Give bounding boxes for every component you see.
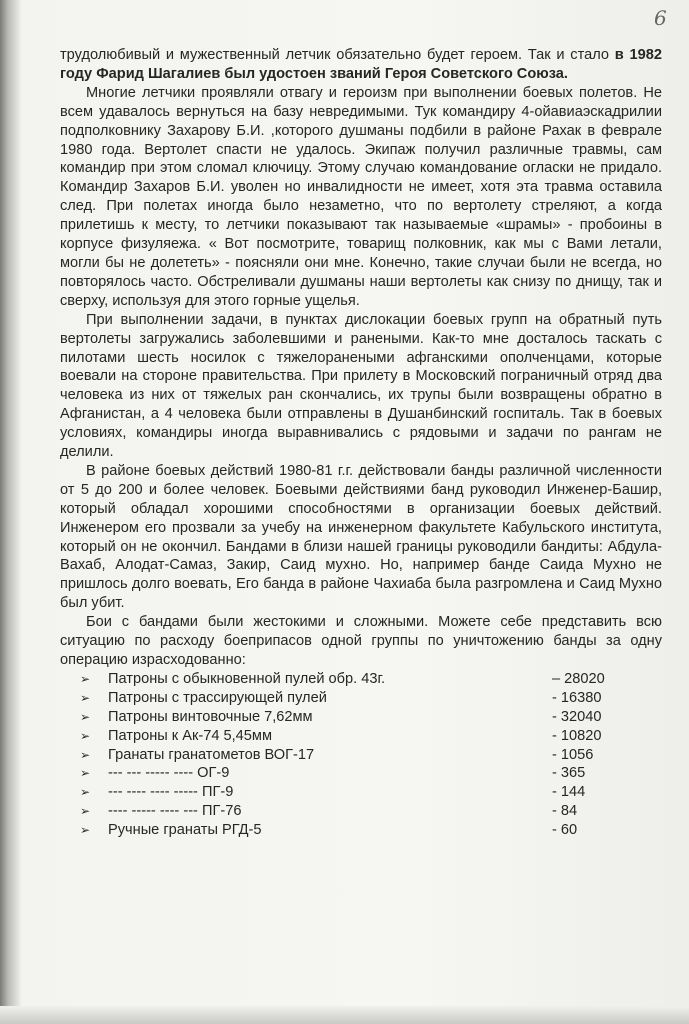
paragraph-intro-text: трудолюбивый и мужественный летчик обязательно будет героем. Так и стало (60, 47, 610, 63)
list-item-label: Ручные гранаты РГД-5 (108, 822, 262, 839)
list-item-label: Патроны с трассирующей пулей (108, 689, 327, 706)
list-item-quantity: - 1056 (552, 746, 594, 763)
list-item (80, 689, 662, 708)
list-item-label: Патроны к Ак-74 5,45мм (108, 727, 272, 744)
list-item-label: Патроны винтовочные 7,62мм (108, 708, 313, 725)
list-item-quantity: - 84 (552, 803, 578, 820)
arrow-bullet-icon: ➢ (80, 785, 91, 800)
ammunition-list (60, 670, 662, 840)
arrow-bullet-icon: ➢ (80, 747, 91, 762)
list-item (80, 783, 662, 802)
list-item-label: --- ---- ---- ----- ПГ-9 (108, 784, 234, 801)
list-item-label: ---- ----- ---- --- ПГ-76 (108, 803, 242, 820)
list-item-quantity: - 16380 (552, 689, 602, 706)
list-item-quantity: - 144 (552, 784, 586, 801)
list-item (80, 727, 662, 746)
list-item (80, 708, 662, 727)
arrow-bullet-icon: ➢ (80, 823, 91, 838)
list-item-quantity: - 60 (552, 822, 578, 839)
arrow-bullet-icon: ➢ (80, 728, 91, 743)
arrow-bullet-icon: ➢ (80, 671, 91, 686)
arrow-bullet-icon: ➢ (80, 709, 91, 724)
list-item (80, 764, 662, 783)
list-item (80, 670, 662, 689)
list-item-quantity: - 365 (552, 765, 586, 782)
list-item (80, 821, 662, 840)
list-item (80, 802, 662, 821)
paragraph: Многие летчики проявляли отвагу и героизм при выполнении боевых полетов. Не всем удавалось вернуться на базу невредимыми. Тук командиру 4-ойавиаэскадрилии подполковнику Захарову Б.И. ,которого душманы подбили в районе Рахак в феврале 1980 года. Вертолет спасти не удалось. Экипаж получил различные травмы, сам командир при этом сломал ключицу. Этому случаю командование огласки не придало. Командир Захаров Б.И. уволен но инвалидности не имеет, хотя эта травма оставила след. При полетах иногда было незаметно, что по вертолету стреляют, а когда прилетишь к месту, то летчики показывают так называемые «шрамы» - пробоины в корпусе физуляежа. « Вот посмотрите, товарищ полковник, как мы с Вами летали, могли бы не долететь» - поясняли они мне. Конечно, такие случаи были не всегда, но повторялось часто. Обстреливали душманы наши вертолеты как снизу по днищу, так и сверху, используя для этого горные ущелья. (60, 84, 662, 309)
arrow-bullet-icon: ➢ (80, 766, 91, 781)
paragraph: Бои с бандами были жестокими и сложными. Можете себе представить всю ситуацию по расходу боеприпасов одной группы по уничтожению банды за одну операцию израсходованно: (60, 614, 662, 668)
list-item-quantity: – 28020 (552, 670, 605, 687)
paragraph-intro (60, 46, 662, 84)
paragraph: При выполнении задачи, в пунктах дислокации боевых групп на обратный путь вертолеты загружались заболевшими и ранеными. Как-то мне досталось таскать с пилотами шесть носилок с тяжелоранеными афганскими ополченцами, которые воевали на стороне правительства. При прилету в Московский пограничный отряд два человека из них от тяжелых ран скончались, их трупы были возвращены обратно в Афганистан, а 4 человека были отправлены в Душанбинский госпиталь. Так в боевых условиях, командиры иногда выравнивались с рядовыми и задачи по рангам не делили. (60, 311, 662, 461)
arrow-bullet-icon: ➢ (80, 690, 91, 705)
list-item-label: --- --- ----- ---- ОГ-9 (108, 765, 230, 782)
page-bottom-shadow (0, 1006, 689, 1024)
list-item-label: Гранаты гранатометов ВОГ-17 (108, 746, 315, 763)
list-item-label: Патроны с обыкновенной пулей обр. 43г. (108, 670, 386, 687)
paragraph-intro-bold: в 1982 году Фарид Шагалиев был удостоен званий Героя Советского Союза. (60, 47, 663, 82)
list-item-quantity: - 10820 (552, 727, 602, 744)
page-number: 6 (654, 6, 667, 30)
paragraph: В районе боевых действий 1980-81 г.г. действовали банды различной численности от 5 до 200 и более человек. Боевыми действиями банд руководил Инженер-Башир, который обладал хорошими способностями в организации боевых действий. Инженером его прозвали за учебу на инженерном факультете Кабульского института, который он не окончил. Бандами в близи нашей границы руководили бандиты: Абдула-Вахаб, Алодат-Самаз, Закир, Саид мухно. Но, например банде Саида Мухно не пришлось долго воевать, Его банда в районе Чахиаба была разгромлена и Саид Мухно был убит. (60, 462, 662, 612)
document-body (60, 46, 662, 840)
list-item-quantity: - 32040 (552, 708, 602, 725)
list-item (80, 746, 662, 765)
arrow-bullet-icon: ➢ (80, 804, 91, 819)
